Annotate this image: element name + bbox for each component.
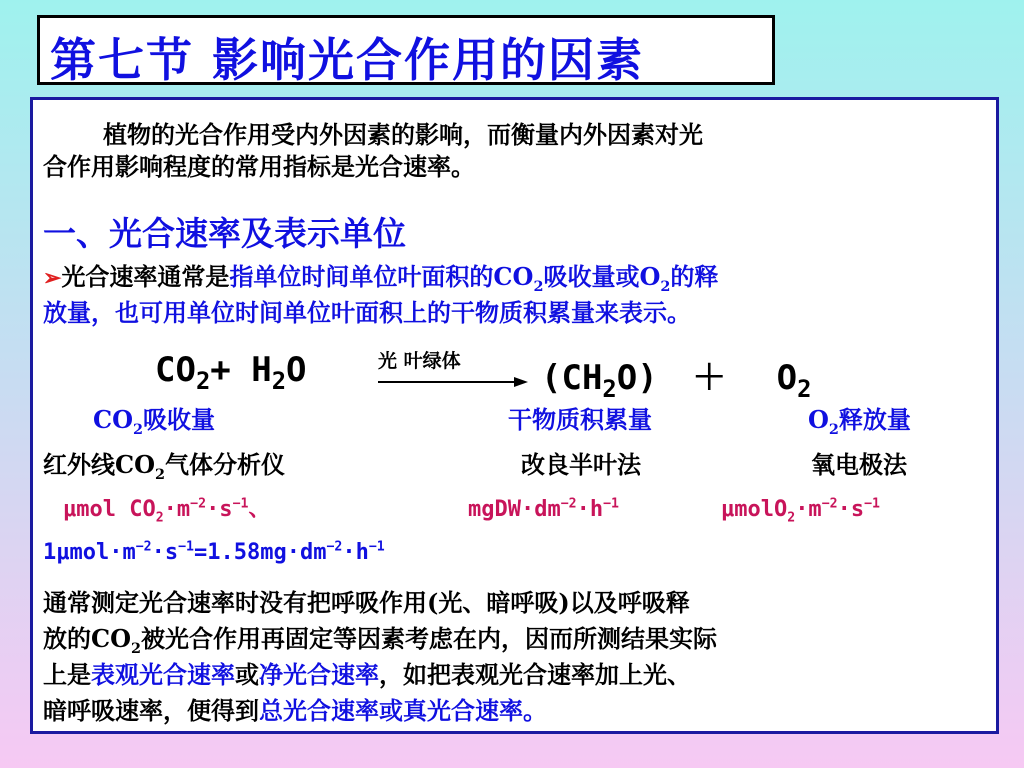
para3-net-rate: 净光合速率 <box>259 660 379 689</box>
para2-sub: 2 <box>131 639 142 657</box>
unit-co2-a: μmol CO <box>63 497 156 522</box>
method-half-leaf: 改良半叶法 <box>521 450 641 479</box>
eq-ch2o: (CH <box>541 358 603 398</box>
paragraph-line-1: 通常测定光合速率时没有把呼吸作用(光、暗呼吸)以及呼吸释 <box>43 588 690 617</box>
paragraph-line-4 <box>43 696 547 726</box>
conv-exp: −1 <box>368 539 385 555</box>
bullet-line-2: 放量，也可用单位时间单位叶面积上的干物质积累量来表示。 <box>43 298 691 327</box>
arrow-bullet-icon: ➢ <box>43 265 62 291</box>
arrow-label: 光 叶绿体 <box>378 350 461 372</box>
unit-o2-c: ·s <box>837 497 865 522</box>
measure-o2-release <box>808 405 911 438</box>
unit-sub: 2 <box>155 510 164 526</box>
eq-o2: O <box>776 358 798 398</box>
unit-co2-b: ·m <box>163 497 191 522</box>
eq-o: O <box>286 350 307 390</box>
intro-line-1: 植物的光合作用受内外因素的影响，而衡量内外因素对光 <box>103 120 703 149</box>
bullet-sub-2: 2 <box>660 277 671 295</box>
method-sub: 2 <box>155 465 166 483</box>
eq-co2: CO <box>155 350 196 390</box>
unit-co2 <box>63 495 270 525</box>
intro-line-2: 合作用影响程度的常用指标是光合速率。 <box>43 152 475 181</box>
measure-co2-prefix: CO <box>93 405 134 434</box>
paragraph-line-2 <box>43 624 718 657</box>
eq-sub: 2 <box>271 366 287 395</box>
bullet-blue-3: 的释 <box>670 262 719 291</box>
measure-sub: 2 <box>828 420 839 438</box>
unit-o2-a: μmolO <box>721 497 788 522</box>
paragraph-line-3 <box>43 660 691 690</box>
para2-a: 放的CO <box>43 624 132 653</box>
unit-conversion <box>43 538 385 568</box>
measure-sub: 2 <box>133 420 144 438</box>
page-title: 第七节 影响光合作用的因素 <box>50 33 645 87</box>
unit-dw-b: ·h <box>576 497 604 522</box>
measure-co2-uptake <box>93 405 216 438</box>
bullet-prefix: 光合速率通常是 <box>61 262 230 291</box>
measure-o2-text: 释放量 <box>838 405 911 434</box>
conv-a: 1μmol·m <box>43 540 136 565</box>
para3-or: 或 <box>235 660 259 689</box>
unit-sub: 2 <box>787 510 796 526</box>
title-box <box>37 15 775 85</box>
unit-dw-a: mgDW·dm <box>468 497 561 522</box>
unit-exp: −1 <box>864 496 880 512</box>
unit-exp: −2 <box>821 496 838 512</box>
content-panel <box>30 97 999 734</box>
unit-exp: −2 <box>190 496 207 512</box>
conv-d: ·h <box>342 540 369 565</box>
unit-o2-b: ·m <box>795 497 822 522</box>
eq-sub: 2 <box>602 374 617 403</box>
bullet-blue-2: 吸收量或O <box>543 262 661 291</box>
bullet-blue-1: 指单位时间单位叶面积的CO <box>229 262 534 291</box>
equation-right <box>541 350 812 403</box>
unit-sep: 、 <box>248 497 271 522</box>
para4-total-rate: 总光合速率或真光合速率。 <box>259 696 547 725</box>
conv-exp: −1 <box>178 539 194 555</box>
eq-h2o: + H <box>210 350 272 390</box>
bullet-sub-1: 2 <box>533 277 544 295</box>
eq-ch2o-end: O) <box>616 358 658 398</box>
unit-exp: −1 <box>232 496 249 512</box>
para3-a: 上是 <box>43 660 91 689</box>
method-infrared <box>43 450 286 483</box>
conv-exp: −2 <box>326 539 343 555</box>
eq-sub: 2 <box>195 366 211 395</box>
unit-exp: −2 <box>560 496 577 512</box>
unit-co2-c: ·s <box>206 497 233 522</box>
method-infrared-b: 气体分析仪 <box>165 450 286 479</box>
para2-b: 被光合作用再固定等因素考虑在内，因而所测结果实际 <box>141 624 718 653</box>
method-infrared-a: 红外线CO <box>43 450 156 479</box>
conv-b: ·s <box>151 540 179 565</box>
bullet-line-1 <box>43 262 718 293</box>
section-heading: 一、光合速率及表示单位 <box>43 214 406 253</box>
unit-o2 <box>721 495 880 525</box>
para3-c: ，如把表观光合速率加上光、 <box>379 660 691 689</box>
unit-dw <box>468 495 619 525</box>
para4-a: 暗呼吸速率，便得到 <box>43 696 259 725</box>
eq-sub: 2 <box>797 374 812 403</box>
eq-plus: ＋ <box>692 358 727 398</box>
unit-exp: −1 <box>603 496 619 512</box>
conv-exp: −2 <box>135 539 152 555</box>
measure-dry-matter: 干物质积累量 <box>508 405 652 434</box>
equation-left <box>155 350 307 395</box>
method-oxygen-electrode: 氧电极法 <box>811 450 907 479</box>
measure-o2-prefix: O <box>808 405 829 434</box>
measure-co2-text: 吸收量 <box>143 405 216 434</box>
reaction-arrow-icon <box>378 376 528 388</box>
para3-apparent-rate: 表观光合速率 <box>91 660 235 689</box>
conv-c: =1.58mg·dm <box>194 540 327 565</box>
